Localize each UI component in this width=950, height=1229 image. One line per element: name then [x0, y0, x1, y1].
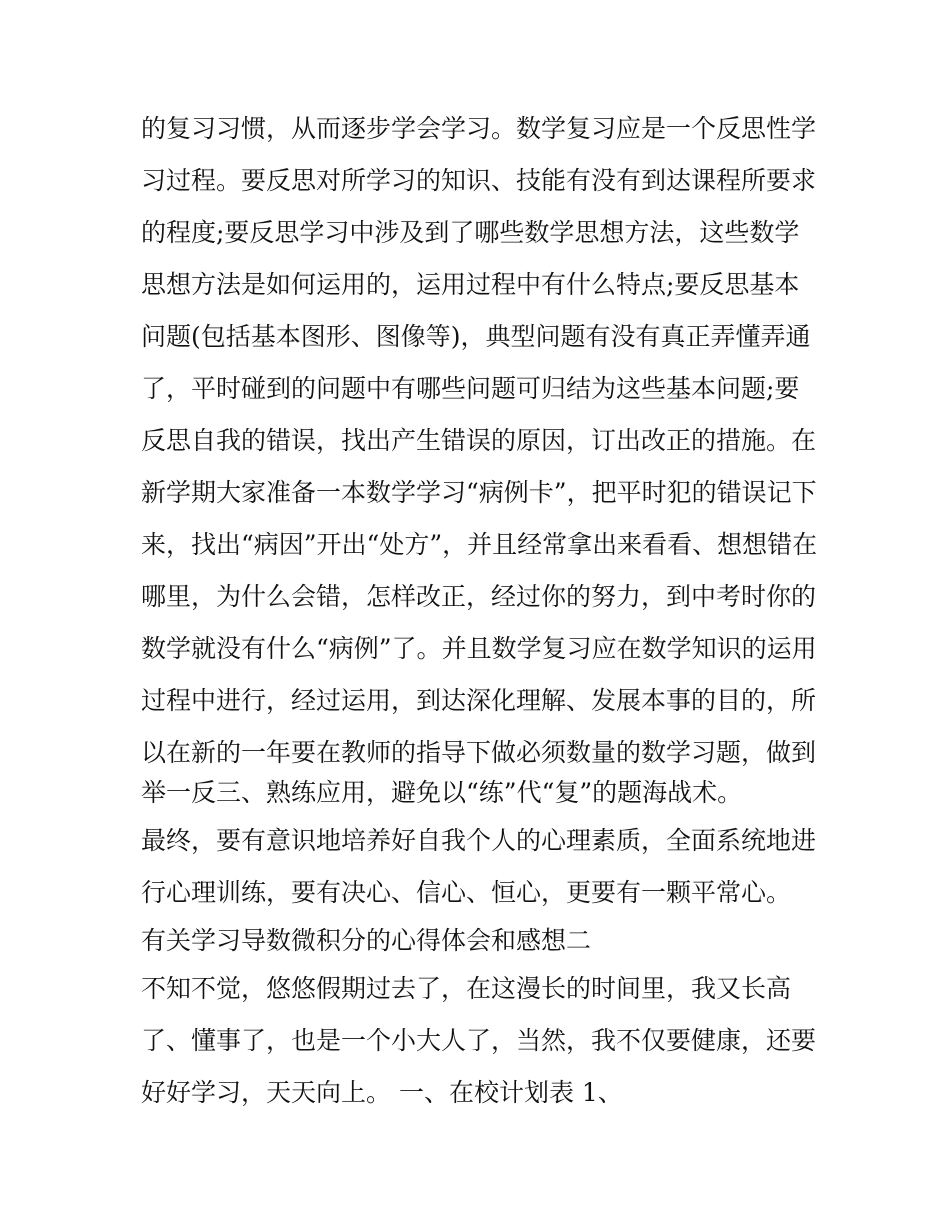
paragraph-line: 哪里，为什么会错，怎样改正，经过你的努力，到中考时你的 [141, 582, 817, 611]
paragraph-line: 新学期大家准备一本数学学习“病例卡”，把平时犯的错误记下 [141, 478, 817, 507]
paragraph-line: 习过程。要反思对所学习的知识、技能有没有到达课程所要求 [141, 166, 817, 195]
paragraph-line: 数学就没有什么“病例”了。并且数学复习应在数学知识的运用 [141, 634, 817, 663]
paragraph-line: 不知不觉，悠悠假期过去了，在这漫长的时间里，我又长高 [141, 974, 792, 1003]
paragraph-line: 的程度;要反思学习中涉及到了哪些数学思想方法，这些数学 [141, 218, 800, 247]
paragraph-line: 来，找出“病因”开出“处方”，并且经常拿出来看看、想想错在 [141, 530, 818, 559]
paragraph-line: 举一反三、熟练应用，避免以“练”代“复”的题海战术。 [141, 778, 743, 807]
paragraph-line: 过程中进行，经过运用，到达深化理解、发展本事的目的，所 [141, 686, 817, 715]
paragraph-line: 反思自我的错误，找出产生错误的原因，订出改正的措施。在 [141, 426, 817, 455]
section-heading: 有关学习导数微积分的心得体会和感想二 [141, 926, 592, 955]
paragraph-line: 行心理训练，要有决心、信心、恒心，更要有一颗平常心。 [141, 878, 792, 907]
paragraph-line: 的复习习惯，从而逐步学会学习。数学复习应是一个反思性学 [141, 114, 817, 143]
paragraph-line: 了，平时碰到的问题中有哪些问题可归结为这些基本问题;要 [141, 374, 800, 403]
paragraph-line: 以在新的一年要在教师的指导下做必须数量的数学习题，做到 [141, 738, 817, 767]
paragraph-line: 好好学习，天天向上。 一、在校计划表 1、 [141, 1078, 623, 1107]
paragraph-line: 思想方法是如何运用的，运用过程中有什么特点;要反思基本 [141, 270, 800, 299]
paragraph-line: 最终，要有意识地培养好自我个人的心理素质，全面系统地进 [141, 826, 817, 855]
paragraph-line: 问题(包括基本图形、图像等)，典型问题有没有真正弄懂弄通 [141, 322, 811, 351]
paragraph-line: 了、懂事了，也是一个小大人了，当然，我不仅要健康，还要 [141, 1026, 817, 1055]
